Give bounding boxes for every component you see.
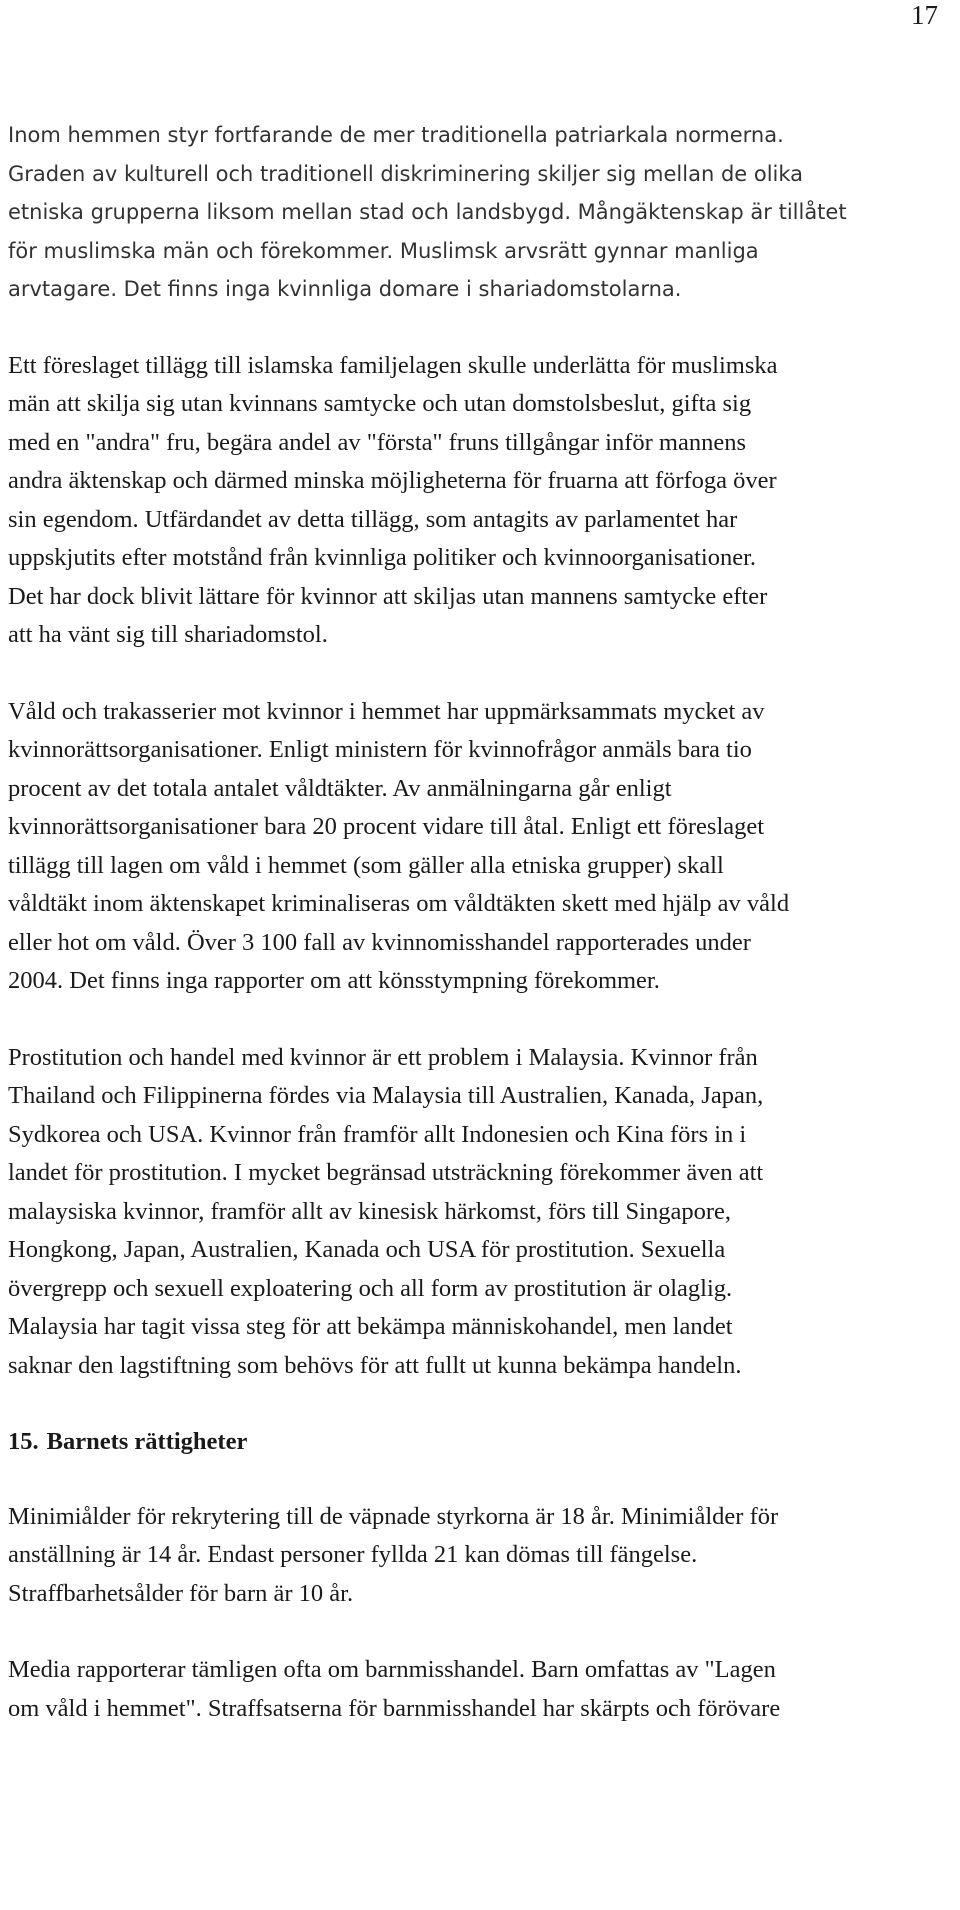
text-line: uppskjutits efter motstånd från kvinnliga politiker och kvinnoorganisationer. (8, 544, 757, 571)
text-line: Våld och trakasserier mot kvinnor i hemmet har uppmärksammats mycket av (8, 697, 765, 725)
text-line: 2004. Det finns inga rapporter om att könsstympning förekommer. (8, 967, 660, 994)
text-line: Graden av kulturell och traditionell diskriminering skiljer sig mellan de olika (8, 161, 804, 186)
paragraph-prostitution (8, 1039, 938, 1386)
text-line: kvinnorättsorganisationer bara 20 procent vidare till åtal. Enligt ett föreslaget (8, 813, 765, 840)
text-line: övergrepp och sexuell exploatering och all form av prostitution är olaglig. (8, 1274, 733, 1302)
text-line: malaysiska kvinnor, framför allt av kinesisk härkomst, förs till Singapore, (8, 1197, 731, 1225)
text-line: Straffbarhetsålder för barn är 10 år. (8, 1579, 354, 1607)
text-line: att ha vänt sig till shariadomstol. (8, 621, 328, 648)
section-title: Barnets rättigheter (46, 1428, 248, 1455)
text-line: eller hot om våld. Över 3 100 fall av kvinnomisshandel rapporterades under (8, 928, 751, 956)
text-line: med en "andra" fru, begära andel av "första" fruns tillgångar inför mannens (8, 428, 746, 456)
paragraph-family-norms (8, 116, 938, 309)
page-number: 17 (911, 0, 938, 30)
text-line: Det har dock blivit lättare för kvinnor att skiljas utan mannens samtycke efter (8, 582, 768, 610)
paragraph-child-abuse (8, 1651, 938, 1728)
section-number: 15. (8, 1428, 39, 1455)
document-body (8, 116, 938, 1766)
text-line: etniska grupperna liksom mellan stad och landsbygd. Mångäktenskap är tillåtet (8, 200, 847, 224)
text-line: anställning är 14 år. Endast personer fyllda 21 kan dömas till fängelse. (8, 1541, 698, 1568)
text-line: landet för prostitution. I mycket begränsad utsträckning förekommer även att (8, 1159, 764, 1186)
section-heading (8, 1423, 938, 1462)
paragraph-minimum-ages (8, 1498, 938, 1614)
text-line: Media rapporterar tämligen ofta om barnmisshandel. Barn omfattas av "Lagen (8, 1656, 776, 1683)
text-line: om våld i hemmet". Straffsatserna för barnmisshandel har skärpts och förövare (8, 1694, 781, 1722)
text-line: sin egendom. Utfärdandet av detta tillägg, som antagits av parlamentet har (8, 505, 738, 533)
text-line: tillägg till lagen om våld i hemmet (som gäller alla etniska grupper) skall (8, 851, 724, 879)
text-line: för muslimska män och förekommer. Muslimsk arvsrätt gynnar manliga (8, 238, 759, 263)
text-line: procent av det totala antalet våldtäkter. Av anmälningarna går enligt (8, 774, 672, 802)
paragraph-violence-against-women (8, 693, 938, 1001)
text-line: saknar den lagstiftning som behövs för att fullt ut kunna bekämpa handeln. (8, 1351, 742, 1379)
text-line: kvinnorättsorganisationer. Enligt ministern för kvinnofrågor anmäls bara tio (8, 736, 752, 763)
text-line: Hongkong, Japan, Australien, Kanada och USA för prostitution. Sexuella (8, 1236, 726, 1263)
text-line: Malaysia har tagit vissa steg för att bekämpa människohandel, men landet (8, 1313, 733, 1340)
text-line: våldtäkt inom äktenskapet kriminaliseras om våldtäkten skett med hjälp av våld (8, 890, 790, 917)
text-line: andra äktenskap och därmed minska möjligheterna för fruarna att förfoga över (8, 467, 777, 494)
text-line: arvtagare. Det finns inga kvinnliga domare i shariadomstolarna. (8, 277, 682, 301)
text-line: Prostitution och handel med kvinnor är ett problem i Malaysia. Kvinnor från (8, 1043, 758, 1071)
text-line: Inom hemmen styr fortfarande de mer traditionella patriarkala normerna. (8, 123, 784, 147)
paragraph-family-law-amendment (8, 347, 938, 655)
text-line: Ett föreslaget tillägg till islamska familjelagen skulle underlätta för muslimska (8, 351, 778, 379)
text-line: Thailand och Filippinerna fördes via Malaysia till Australien, Kanada, Japan, (8, 1082, 764, 1109)
text-line: Minimiålder för rekrytering till de väpnade styrkorna är 18 år. Minimiålder för (8, 1502, 779, 1530)
text-line: Sydkorea och USA. Kvinnor från framför allt Indonesien och Kina förs in i (8, 1120, 747, 1148)
text-line: män att skilja sig utan kvinnans samtycke och utan domstolsbeslut, gifta sig (8, 390, 752, 417)
